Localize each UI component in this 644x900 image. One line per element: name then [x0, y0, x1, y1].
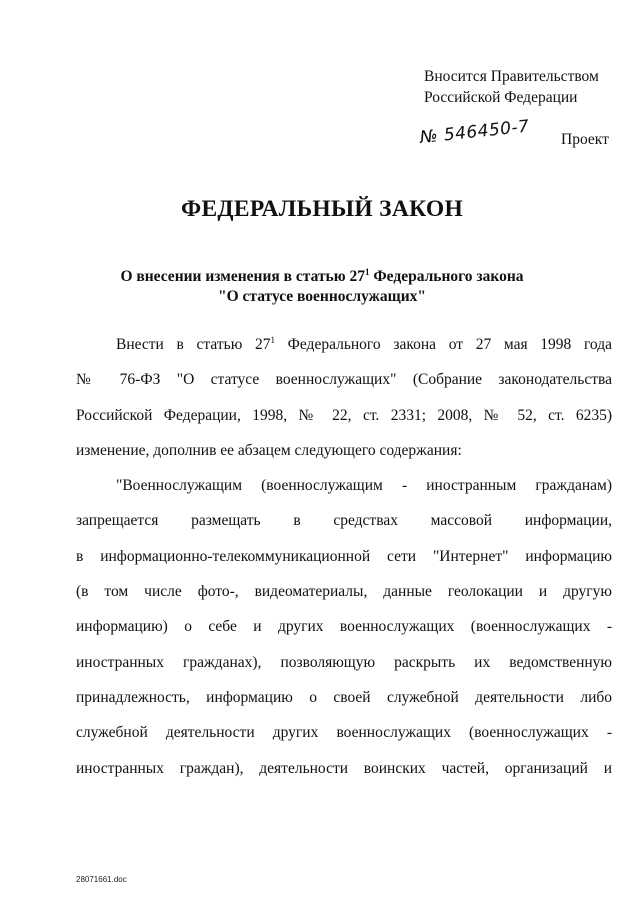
body-line: иностранных граждан), деятельности воинских частей, организаций и [76, 759, 612, 777]
body-line: "Военнослужащим (военнослужащим - иностранным гражданам) [116, 477, 612, 495]
body-line [76, 327, 612, 362]
handwritten-registration-number: № 546450-7 [418, 116, 531, 148]
document-subtitle [0, 267, 644, 307]
article-superscript: 1 [364, 267, 370, 277]
body-text-fragment: Внести в статью 27 [116, 336, 271, 353]
body-line: информацию) о себе и других военнослужащих (военнослужащих - [76, 618, 612, 636]
document-title: ФЕДЕРАЛЬНЫЙ ЗАКОН [180, 196, 464, 222]
body-line: запрещается размещать в средствах массовой информации, [76, 512, 612, 530]
subtitle-text: О внесении изменения в статью 27 [120, 268, 365, 285]
project-label: Проект [561, 131, 609, 148]
body-text [76, 327, 612, 786]
body-text-fragment: Федерального закона от 27 мая 1998 года [274, 336, 612, 353]
submitter-line: Вносится Правительством [424, 68, 599, 85]
body-line: № 76-ФЗ "О статусе военнослужащих" (Собрание законодательства [76, 371, 612, 389]
body-line: принадлежность, информацию о своей служебной деятельности либо [76, 688, 612, 706]
body-line: (в том числе фото-, видеоматериалы, данные геолокации и другую [76, 583, 612, 601]
body-line: служебной деятельности других военнослужащих (военнослужащих - [76, 724, 612, 742]
body-line: Российской Федерации, 1998, № 22, ст. 2331; 2008, № 52, ст. 6235) [76, 406, 612, 424]
body-line: изменение, дополнив ее абзацем следующего содержания: [76, 441, 462, 459]
article-superscript: 1 [270, 335, 275, 345]
subtitle-line [0, 267, 644, 287]
footer-document-code: 28071661.doc [76, 875, 127, 884]
subtitle-text: Федерального закона [369, 268, 524, 285]
subtitle-line: "О статусе военнослужащих" [217, 288, 427, 305]
submitter-block [424, 66, 599, 108]
body-line: в информационно-телекоммуникационной сети "Интернет" информацию [76, 547, 612, 565]
body-line: иностранных гражданах), позволяющую раскрыть их ведомственную [76, 653, 612, 671]
submitter-line: Российской Федерации [424, 89, 578, 106]
